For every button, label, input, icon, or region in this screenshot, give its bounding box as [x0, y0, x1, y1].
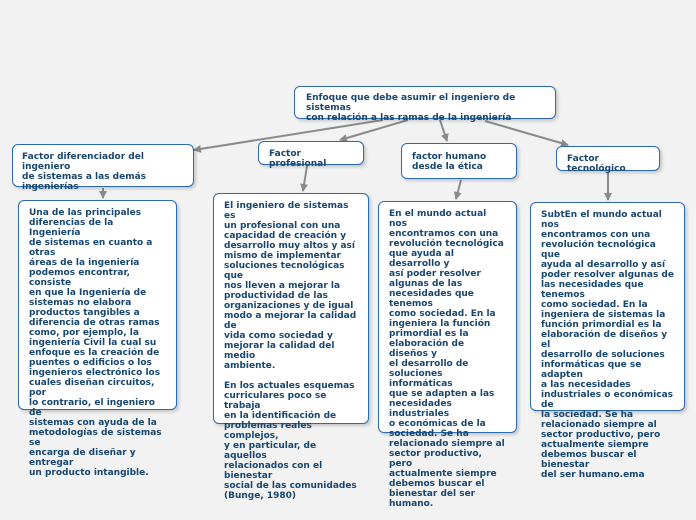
connector-root-to-branch-2	[340, 120, 408, 140]
detail-factor-diferenciador[interactable]: Una de las principales diferencias de la Ingeniería de sistemas en cuanto a otras áreas de la ingeniería podemos encontrar, consiste en que la Ingeniería de sistemas no elabora productos tangibles a diferencia de otras ramas como, por ejemplo, la ingeniería Civil la cual su enfoque es la creación de puentes o edificios o los ingenieros electrónico los cuales diseñan circuitos, por lo contrario, el ingeniero de sistemas con ayuda de la metodologías de sistemas se encarga de diseñar y entregar un producto intangible.	[18, 200, 177, 410]
root-topic[interactable]: Enfoque que debe asumir el ingeniero de sistemas con relación a las ramas de la ingeniería	[294, 86, 556, 119]
detail-factor-tecnologico[interactable]: SubtEn el mundo actual nos encontramos con una revolución tecnológica que ayuda al desarrollo y así poder resolver algunas de las necesidades que tenemos como sociedad. En la ingeniera de sistemas la función primordial es la elaboración de diseños y el desarrollo de soluciones informáticas que se adapten a las necesidades industriales o económicas de la sociedad. Se ha relacionado siempre al sector productivo, pero actualmente siempre debemos buscar el bienestar del ser humano.ema	[530, 202, 685, 411]
connector-branch-2-to-detail	[303, 166, 307, 191]
connector-root-to-branch-3	[440, 120, 447, 141]
branch-title-factor-diferenciador[interactable]: Factor diferenciador del ingeniero de sistemas a las demás ingenierías	[12, 144, 194, 187]
connector-branch-3-to-detail	[456, 180, 461, 199]
branch-title-factor-tecnologico[interactable]: Factor tecnológico	[556, 146, 660, 171]
branch-title-factor-humano[interactable]: factor humano desde la ética	[401, 143, 517, 179]
detail-factor-profesional[interactable]: El ingeniero de sistemas es un profesional con una capacidad de creación y desarrollo muy altos y así mismo de implementar soluciones tecnológicas que nos lleven a mejorar la productividad de las organizaciones y de igual modo a mejorar la calidad de vida como sociedad y mejorar la calidad del medio ambiente. En los actuales esquemas curriculares poco se trabaja en la identificación de problemas reales complejos, y en particular, de aquellos relacionados con el bienestar social de las comunidades (Bunge, 1980)	[213, 193, 369, 424]
detail-factor-humano[interactable]: En el mundo actual nos encontramos con una revolución tecnológica que ayuda al desarrollo y así poder resolver algunas de las necesidades que tenemos como sociedad. En la ingeniera la función primordial es la elaboración de diseños y el desarrollo de soluciones informáticas que se adapten a las necesidades industriales o económicas de la sociedad. Se ha relacionado siempre al sector productivo, pero actualmente siempre debemos buscar el bienestar del ser humano.	[378, 201, 517, 433]
branch-title-factor-profesional[interactable]: Factor profesional	[258, 141, 364, 165]
connector-root-to-branch-4	[485, 121, 568, 145]
